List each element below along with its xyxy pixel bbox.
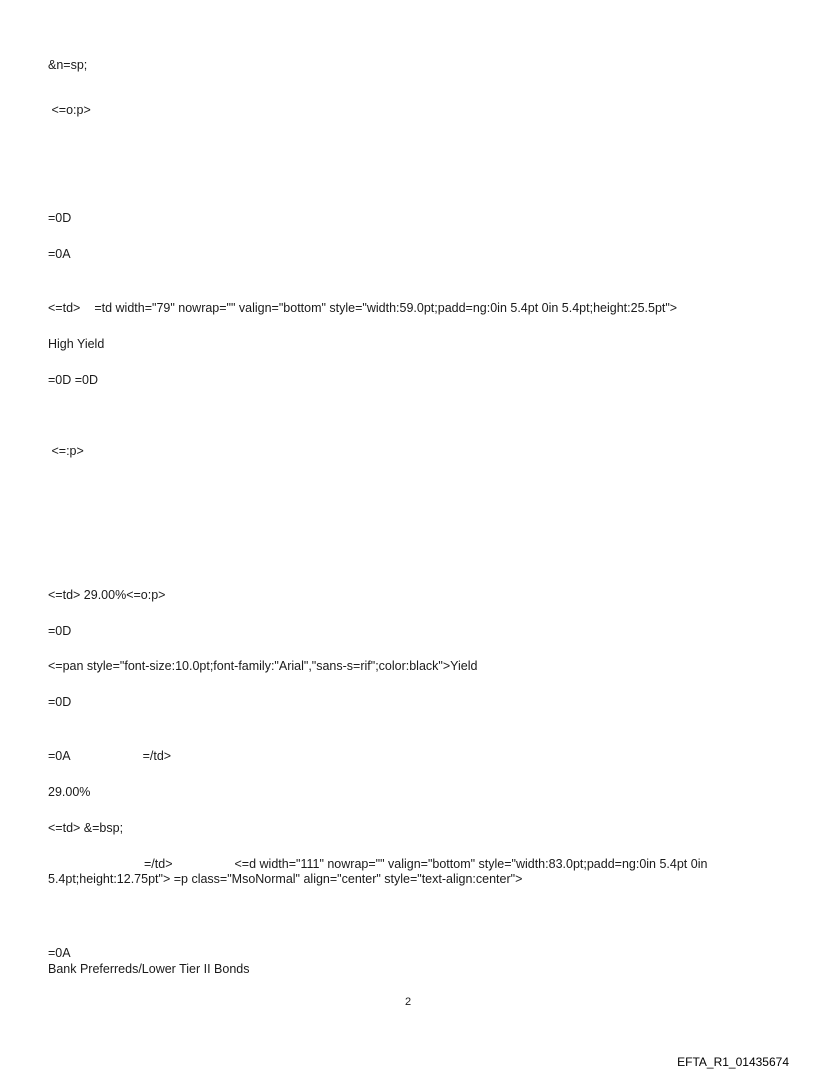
bates-number: EFTA_R1_01435674 <box>677 1055 789 1069</box>
text-fragment: =/td> <box>142 749 172 763</box>
text-line: <=pan style="font-size:10.0pt;font-family:"Arial","sans-s=rif";color:black">Yield <box>48 659 478 673</box>
text-line: <=:p> <box>48 444 84 458</box>
text-line: =0D <box>48 695 72 709</box>
page-number: 2 <box>404 996 412 1008</box>
text-line: =0D =0D <box>48 373 99 387</box>
text-line: =0A <box>48 247 71 261</box>
text-fragment: =td width="79" nowrap="" valign="bottom" style="width:59.0pt;padd=ng:0in 5.4pt 0in 5.4pt;height:25.5pt"> <box>94 301 678 315</box>
text-line: =0D <box>48 624 72 638</box>
text-line: =0D <box>48 211 72 225</box>
text-line: 29.00% <box>48 785 91 799</box>
text-fragment: =0A <box>48 749 71 763</box>
text-paragraph <box>48 857 778 887</box>
text-line <box>48 749 171 764</box>
text-line <box>48 301 677 316</box>
text-fragment: <=td> <box>48 301 81 315</box>
text-line: Bank Preferreds/Lower Tier II Bonds <box>48 962 250 976</box>
text-line: <=td> &=bsp; <box>48 821 124 835</box>
text-line: =0A <box>48 946 71 960</box>
text-line: <=o:p> <box>48 103 91 117</box>
text-line: &n=sp; <box>48 58 88 72</box>
text-line: <=td> 29.00%<=o:p> <box>48 588 166 602</box>
text-line: High Yield <box>48 337 105 351</box>
text-fragment: <=d width="111" nowrap="" valign="bottom" style="width:83.0pt;padd=ng:0in 5.4pt 0in 5.4pt;height:12.75pt"> =p class="MsoNormal" align="center" style="text-align:center"> <box>48 857 708 886</box>
text-fragment: =/td> <box>144 857 173 871</box>
